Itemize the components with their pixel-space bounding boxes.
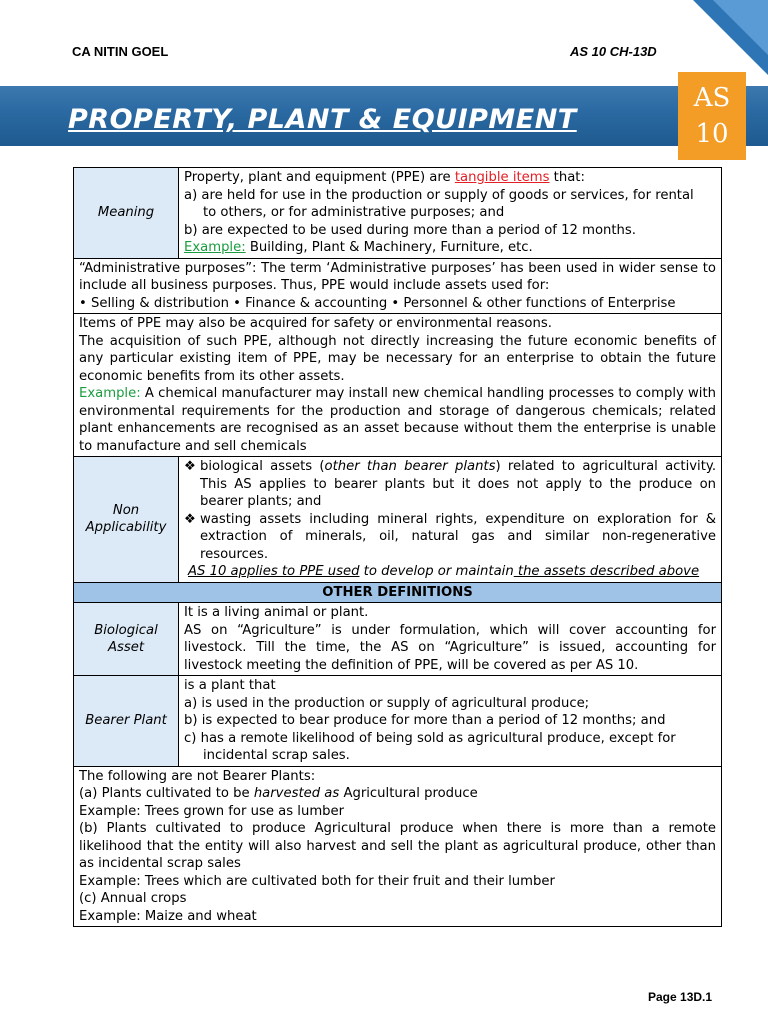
na-b1-post: ) related to agricultural activity. This AS applies to bearer plants but it does not apply to the produce on bearer plants; and xyxy=(200,459,717,509)
ppe-table xyxy=(73,167,722,927)
safety-p2: The acquisition of such PPE, although not directly increasing the future economic benefits of any particular existing item of PPE, may be necessary for an enterprise to obtain the future economic benefits from its other assets. xyxy=(79,333,716,384)
na-note1: AS 10 applies to PPE used xyxy=(188,564,360,579)
example-text: Building, Plant & Machinery, Furniture, etc. xyxy=(245,240,533,255)
meaning-b: b) are expected to be used during more than a period of 12 months. xyxy=(184,222,636,238)
bio-l2: AS on “Agriculture” is under formulation, which will cover accounting for livestock. Till the time, the AS on “Agriculture” is issued, accounting for livestock meeting the definition of PPE, will be covered as per AS 10. xyxy=(184,622,716,673)
label-non-applicability: Non Applicability xyxy=(74,457,179,583)
bearer-c: c) has a remote likelihood of being sold as agricultural produce, except for xyxy=(184,730,676,746)
bearer-c-cont: incidental scrap sales. xyxy=(203,748,350,763)
bio-l1: It is a living animal or plant. xyxy=(184,605,369,620)
safety-example-text: A chemical manufacturer may install new chemical handling processes to comply with environmental requirements for the production and storage of dangerous chemicals; related plant enhancements are recognised as an asset because without them the enterprise is unable to manufacture and sell chemicals xyxy=(79,386,716,454)
cell-bearer xyxy=(179,676,722,767)
nb-intro: The following are not Bearer Plants: xyxy=(79,768,316,784)
as-badge xyxy=(678,72,746,160)
row-not-bearer xyxy=(74,766,722,927)
nb-a-ex: Example: Trees grown for use as lumber xyxy=(79,803,345,819)
row-admin xyxy=(74,258,722,314)
cell-biological xyxy=(179,603,722,676)
page-number: Page 13D.1 xyxy=(648,990,713,1004)
row-meaning xyxy=(74,168,722,259)
cell-safety xyxy=(74,314,722,457)
meaning-intro-end: that: xyxy=(549,170,585,185)
corner-decoration-inner xyxy=(713,0,768,55)
bearer-a: a) is used in the production or supply of agricultural produce; xyxy=(184,695,590,711)
example-label: Example: xyxy=(184,240,246,255)
tangible-items: tangible items xyxy=(454,170,550,185)
row-safety xyxy=(74,314,722,457)
nb-a-italic: harvested as xyxy=(253,786,340,801)
meaning-a-cont: to others, or for administrative purposes; and xyxy=(203,205,505,220)
na-b2: wasting assets including mineral rights, expenditure on exploration for & extraction of minerals, oil, natural gas and similar non-regenerative resources. xyxy=(200,511,716,562)
header-author: CA NITIN GOEL xyxy=(72,44,169,59)
label-meaning: Meaning xyxy=(74,168,179,259)
meaning-a: a) are held for use in the production or supply of goods or services, for rental xyxy=(184,187,694,203)
label-biological: Biological Asset xyxy=(74,603,179,676)
cell-non-applicability xyxy=(179,457,722,583)
badge-line2: 10 xyxy=(695,119,729,149)
row-non-applicability xyxy=(74,457,722,583)
header-ref: AS 10 CH-13D xyxy=(570,44,657,59)
na-b1-italic: other than bearer plants xyxy=(324,459,496,474)
diamond-bullet-icon: ❖ xyxy=(184,459,196,474)
badge-line1: AS xyxy=(693,83,731,113)
page-title: PROPERTY, PLANT & EQUIPMENT xyxy=(68,104,577,135)
nb-c: (c) Annual crops xyxy=(79,891,187,906)
cell-not-bearer xyxy=(74,766,722,927)
nb-a-post: Agricultural produce xyxy=(339,786,478,801)
admin-text: “Administrative purposes”: The term ‘Administrative purposes’ has been used in wider sense to include all business purposes. Thus, PPE would include assets used for: xyxy=(79,260,716,293)
label-bearer: Bearer Plant xyxy=(74,676,179,767)
safety-example-label: Example: xyxy=(79,386,141,401)
cell-admin xyxy=(74,258,722,314)
admin-items: • Selling & distribution • Finance & accounting • Personnel & other functions of Enterprise xyxy=(79,295,676,311)
nb-c-ex: Example: Maize and wheat xyxy=(79,908,257,924)
nb-a-pre: (a) Plants cultivated to be xyxy=(79,786,254,801)
cell-meaning xyxy=(179,168,722,259)
na-b1-pre: biological assets ( xyxy=(200,459,325,474)
row-other-definitions xyxy=(74,582,722,603)
safety-p1: Items of PPE may also be acquired for safety or environmental reasons. xyxy=(79,316,552,331)
section-other-definitions: OTHER DEFINITIONS xyxy=(74,582,722,603)
row-bearer xyxy=(74,676,722,767)
na-note2: to develop or maintain xyxy=(359,564,514,579)
bearer-b: b) is expected to bear produce for more than a period of 12 months; and xyxy=(184,713,666,728)
na-note3: the assets described above xyxy=(513,564,700,579)
bearer-intro: is a plant that xyxy=(184,678,276,693)
diamond-bullet-icon: ❖ xyxy=(184,511,196,527)
nb-b: (b) Plants cultivated to produce Agricultural produce when there is more than a remote likelihood that the entity will also harvest and sell the plant as agricultural produce, other than as incidental scrap sales xyxy=(79,821,716,871)
meaning-intro: Property, plant and equipment (PPE) are xyxy=(184,170,455,185)
row-biological xyxy=(74,603,722,676)
nb-b-ex: Example: Trees which are cultivated both for their fruit and their lumber xyxy=(79,873,555,889)
